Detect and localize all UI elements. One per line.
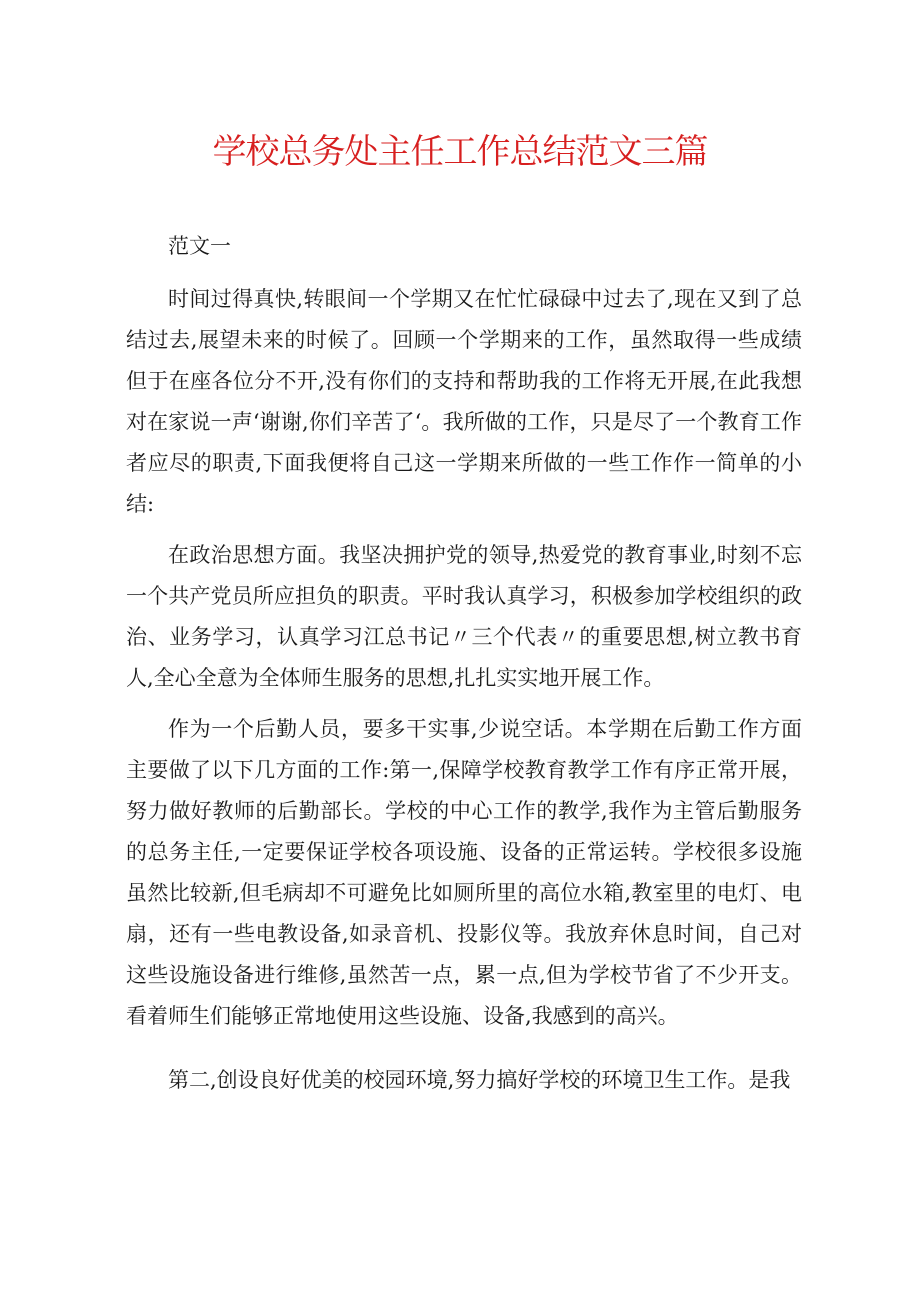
paragraph-logistics-work: 作为一个后勤人员，要多干实事,少说空话。本学期在后勤工作方面主要做了以下几方面的工作:第一,保障学校教育教学工作有序正常开展，努力做好教师的后勤部长。学校的中心工作的教学,我作为主管后勤服务的总务主任,一定要保证学校各项设施、设备的正常运转。学校很多设施虽然比较新,但毛病却不可避免比如厕所里的高位水箱,教室里的电灯、电扇，还有一些电教设备,如录音机、投影仪等。我放弃休息时间，自己对这些设施设备进行维修,虽然苦一点，累一点,但为学校节省了不少开支。看着师生们能够正常地使用这些设施、设备,我感到的高兴。: [126, 717, 802, 1028]
document-body: [126, 226, 802, 1101]
document-title: 学校总务处主任工作总结范文三篇: [212, 132, 708, 172]
paragraph-campus-environment: 第二,创设良好优美的校园环境,努力搞好学校的环境卫生工作。是我: [168, 1068, 791, 1092]
paragraph-political-thought: 在政治思想方面。我坚决拥护党的领导,热爱党的教育事业,时刻不忘一个共产党员所应担负的职责。平时我认真学习，积极参加学校组织的政治、业务学习，认真学习江总书记〃三个代表〃的重要思想,树立教书育人,全心全意为全体师生服务的思想,扎扎实实地开展工作。: [126, 543, 802, 690]
paragraph-intro: 时间过得真快,转眼间一个学期又在忙忙碌碌中过去了,现在又到了总结过去,展望未来的时候了。回顾一个学期来的工作，虽然取得一些成绩但于在座各位分不开,没有你们的支持和帮助我的工作将无开展,在此我想对在家说一声‘谢谢,你们辛苦了‘。我所做的工作，只是尽了一个教育工作者应尽的职责,下面我便将自己这一学期来所做的一些工作作一简单的小结:: [126, 287, 802, 516]
section-label: 范文一: [168, 234, 231, 258]
